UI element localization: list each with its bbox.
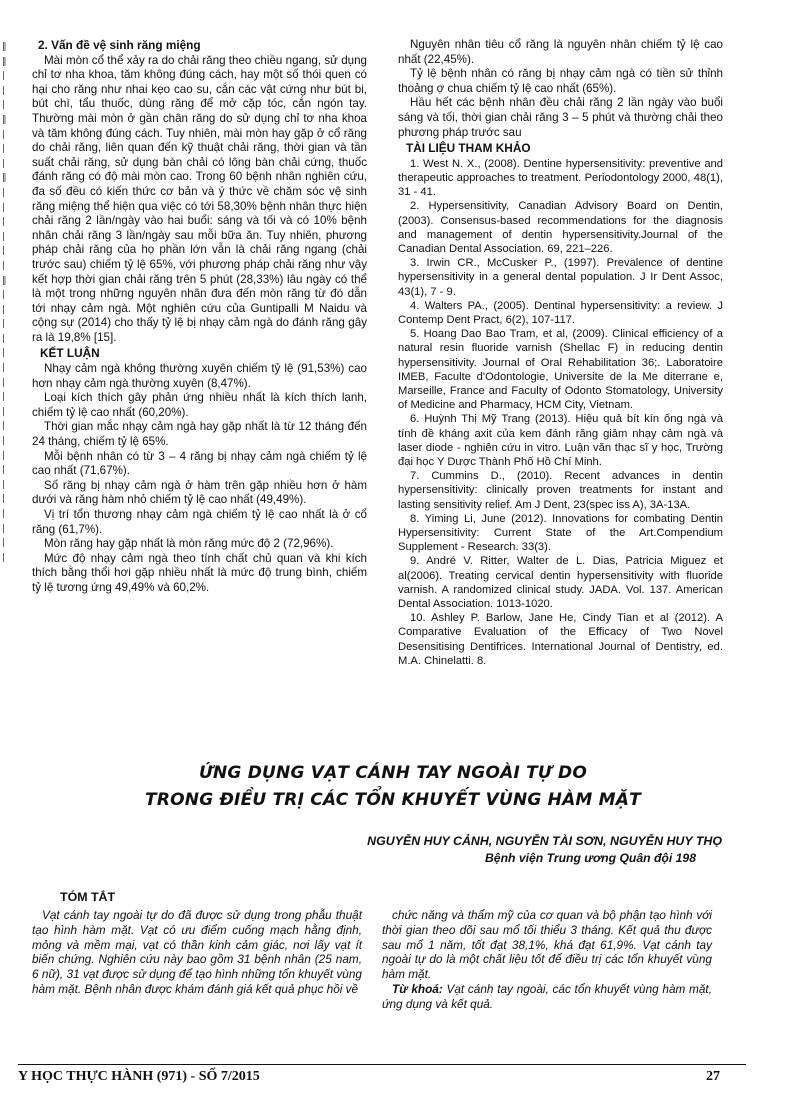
conclusion-item: Nguyên nhân tiêu cổ răng là nguyên nhân chiếm tỷ lệ cao nhất (22,45%). (398, 38, 723, 66)
abstract-text: chức năng và thẩm mỹ của cơ quan và bộ phận tạo hình với thời gian theo dõi sau mổ tối thiểu 3 tháng. Kết quả thu được sau mổ 1 năm, tốt đạt 38,1%, khá đạt 61,9%. Vạt cánh tay ngoài tự do là một chất liệu tốt để điều trị các tổn khuyết vùng hàm mặt. (382, 908, 712, 982)
reference-item: 3. Irwin CR., McCusker P., (1997). Prevalence of dentine hypersensitivity in a general dental population. J Ir Dent Assoc, 43(1), 7 - 9. (398, 257, 723, 298)
journal-footer: Y HỌC THỰC HÀNH (971) - SỐ 7/2015 (18, 1069, 260, 1084)
conclusion-item: Thời gian mắc nhạy cảm ngà hay gặp nhất là từ 12 tháng đến 24 tháng, chiếm tỷ lệ 65%. (32, 420, 367, 449)
reference-item: 5. Hoang Dao Bao Tram, et al, (2009). Clinical efficiency of a natural resin fluoride varnish (Shellac F) in reducing dentin hypersensitivity. Journal of Oral Rehabilitation 36;. Laboratoire IMEB, Faculte d'Odontologie, Universite de la Me diterrane e, Marseille, France and Faculty of Odonto Stomatology, University of Medicine and Pharmacy, HCM City, Vietnam. (398, 328, 723, 412)
reference-item: 6. Huỳnh Thị Mỹ Trang (2013). Hiệu quả bít kín ống ngà và tính đề kháng axit của kem đánh răng giảm nhạy cảm ngà và laser diode - nghiên cứu in vitro. Luận văn thạc sĩ y học, Trường đại học Y Dược Thành Phố Hồ Chí Minh. (398, 413, 723, 469)
article-title-line-2: TRONG ĐIỀU TRỊ CÁC TỔN KHUYẾT VÙNG HÀM MẶT (145, 790, 641, 810)
conclusion-item: Mỗi bệnh nhân có từ 3 – 4 răng bị nhạy cảm ngà chiếm tỷ lệ cao nhất (71,67%). (32, 449, 367, 478)
reference-item: 9. André V. Ritter, Walter de L. Dias, Patricia Miguez et al(2006). Treating cervical dentin hypersensitivity with fluoride varnish. A randomized clinical study. JADA. Vol. 137. American Dental Association. 1013-1020. (398, 555, 723, 611)
reference-item: 8. Yiming Li, June (2012). Innovations for combating Dentin Hypersensitivity: Current State of the Art.Compendium Supplement - Research. 33(3). (398, 512, 723, 554)
page-number: 27 (706, 1069, 720, 1084)
article-authors: NGUYỄN HUY CẢNH, NGUYỄN TÀI SƠN, NGUYỄN HUY THỌ (367, 834, 722, 848)
conclusion-item: Mòn răng hay gặp nhất là mòn răng mức độ 2 (72,96%). (44, 537, 334, 551)
right-column (398, 38, 723, 668)
article-affiliation: Bệnh viện Trung ương Quân đội 198 (484, 851, 696, 865)
article-title-line-1: ỨNG DỤNG VẠT CÁNH TAY NGOÀI TỰ DO (199, 763, 587, 783)
reference-item: 1. West N. X., (2008). Dentine hypersensitivity: preventive and therapeutic approaches to treatment. Periodontology 2000, 48(1), 31 - 41. (398, 157, 723, 199)
reference-item: 2. Hypersensitivity, Canadian Advisory Board on Dentin, (2003). Consensus-based recommendations for the diagnosis and management of dentin hypersensitivity.Journal of the Canadian Dental Association. 69, 221–226. (398, 200, 723, 255)
footer-divider (18, 1064, 746, 1065)
reference-item: 7. Cummins D., (2010). Recent advances in dentin hypersensitivity: clinically proven treatments for instant and lasting sensitivity relief. Am J Dent, 23(spec iss A), 3A-13A. (398, 470, 723, 511)
reference-item: 4. Walters PA., (2005). Dentinal hypersensitivity: a review. J Contemp Dent Pract, 6(2), 107-117. (398, 299, 723, 326)
keywords-line (382, 982, 712, 1012)
conclusion-item: Hầu hết các bệnh nhân đều chải răng 2 lần ngày vào buổi sáng và tối, thời gian chải răng 3 – 5 phút và thường chải theo phương pháp trước sau (398, 96, 723, 139)
abstract-heading: TÓM TẮT (60, 890, 116, 904)
conclusion-item: Loại kích thích gây phản ứng nhiều nhất là kích thích lạnh, chiếm tỷ lệ cao nhất (60,20%). (32, 391, 367, 419)
conclusion-item: Vị trí tổn thương nhạy cảm ngà chiếm tỷ lệ cao nhất là ở cổ răng (61,7%). (32, 508, 367, 536)
references-heading: TÀI LIỆU THAM KHẢO (406, 141, 531, 156)
section-heading: 2. Vấn đề vệ sinh răng miệng (38, 38, 201, 52)
conclusion-item: Số răng bị nhạy cảm ngà ở hàm trên gặp nhiều hơn ở hàm dưới và răng hàm nhỏ chiếm tỷ lệ cao nhất (49,49%). (32, 478, 367, 507)
keywords-text: Vạt cánh tay ngoài, các tổn khuyết vùng hàm mặt, ứng dụng và kết quả. (382, 981, 712, 1011)
keywords-label: Từ khoá: (392, 981, 443, 996)
abstract-left-column (32, 908, 362, 997)
abstract-text: Vạt cánh tay ngoài tự do đã được sử dụng trong phẫu thuật tạo hình hàm mặt. Vạt có ưu điểm cuống mạch hằng định, mỏng và mềm mại, vạt có thần kinh cảm giác, nơi lấy vạt ít biến chứng. Nghiên cứu này bao gồm 31 bệnh nhân (25 nam, 6 nữ), 31 vạt được sử dụng để tạo hình những tổn khuyết vùng hàm mặt. Bệnh nhân được khám đánh giá kết quả phục hồi về (32, 908, 362, 996)
left-column (32, 38, 367, 596)
body-paragraph: Mài mòn cổ thể xảy ra do chải răng theo chiều ngang, sử dụng chỉ tơ nha khoa, tăm không đúng cách, hay một số thói quen có hại cho răng như nhai kẹo cao su, cắn các vật cứng như bút bi, bút chì, tẩu thuốc, dùng răng để mở cặp tóc, cắn ngón tay. Thường mài mòn ở gần chân răng do sử dụng chỉ tơ nha khoa và tăm không đúng cách. Tuy nhiên, mài mòn hay gặp ở cổ răng do chải răng, liên quan đến kỹ thuật chải răng, thời gian và tần suất chải răng, sử dụng bàn chải có lông bàn chải cứng, thuốc đánh răng có độ mài mòn cao. Trong 60 bệnh nhân nghiên cứu, đa số đều có kiến thức cơ bản và ý thức về chăm sóc vệ sinh răng miệng thể hiện qua việc có tới 58,30% bệnh nhân thực hiện chải răng 2 lần/ngày vào hai buổi: sáng và tối và có 10% bệnh nhân chải răng 3 lần/ngày sau mỗi bữa ăn. Tuy nhiên, phương pháp chải răng của họ phần lớn vẫn là chải răng ngang (chải trước sau) chiếm tỷ lệ 65%, với phương pháp chải răng như vậy kết hợp thời gian chải răng trên 5 phút (28,33%) lâu ngày có thể là một trong những nguyên nhân đưa đến mòn răng từ đó dẫn tới nhạy cảm ngà. Một nghiên cứu của Guntipalli M Naidu và cộng sự (2014) cho thấy tỷ lệ bị nhạy cảm ngà do đánh răng gây ra là 19,8% [15]. (32, 53, 367, 344)
abstract-right-column (382, 908, 712, 1012)
left-margin-artifacts: ‖ ‖ | | | ‖ | | | ‖ | | | | | | ‖ | | | | | | | | | | | | | | | | | | | (2, 42, 7, 563)
conclusion-item: Tỷ lệ bệnh nhân có răng bị nhạy cảm ngà có tiền sử thỉnh thoảng ợ chua chiếm tỷ lệ cao nhất (65%). (398, 67, 723, 95)
conclusion-item: Nhạy cảm ngà không thường xuyên chiếm tỷ lệ (91,53%) cao hơn nhạy cảm ngà thường xuyên (8,47%). (32, 362, 367, 390)
reference-item: 10. Ashley P. Barlow, Jane He, Cindy Tian et al (2012). A Comparative Evaluation of the Efficacy of Two Novel Desensitising Dentifrices. International Journal of Dentistry, ed. M.A. Chinelatti. 8. (398, 612, 723, 667)
conclusion-item: Mức độ nhạy cảm ngà theo tính chất chủ quan và khi kích thích bằng thổi hơi gặp nhiều nhất là mức độ trung bình, chiếm tỷ lệ tương ứng 49,49% và 60,2%. (32, 551, 367, 594)
conclusion-heading: KẾT LUẬN (40, 346, 100, 361)
